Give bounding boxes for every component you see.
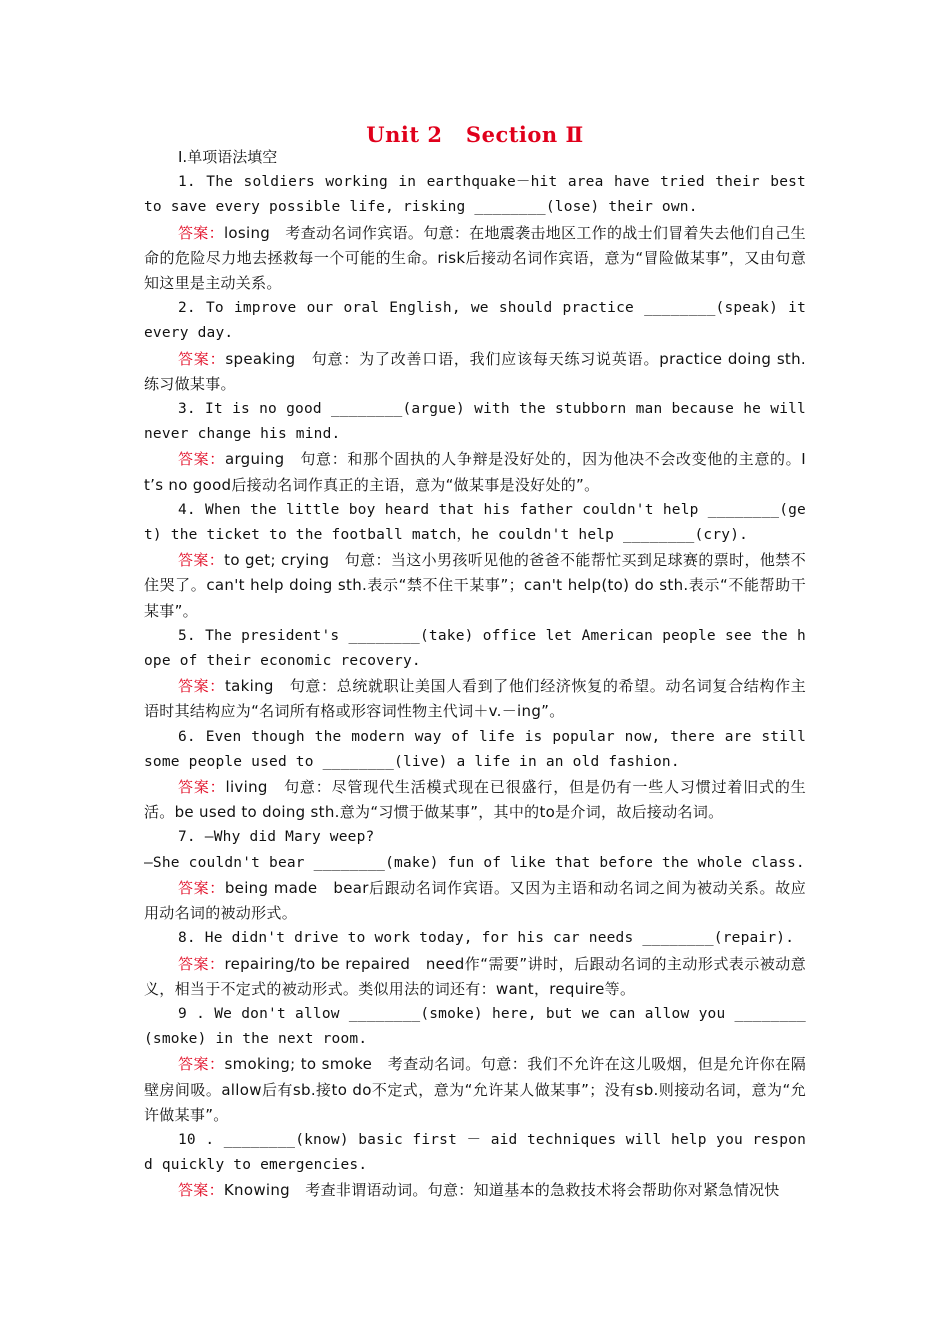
- answer-label: 答案：: [178, 450, 225, 469]
- answer-text: arguing 句意：和那个固执的人争辩是没好处的，因为他决不会改变他的主意的。It’s no good后接动名词作真正的主语，意为“做某事是没好处的”。: [144, 450, 807, 494]
- answer-text: to get; crying 句意：当这小男孩听见他的爸爸不能帮忙买到足球赛的票时，他禁不住哭了。can't help doing sth.表示“禁不住干某事”；can't help(to) do sth.表示“不能帮助干某事”。: [144, 551, 806, 620]
- section-heading: Ⅰ.单项语法填空: [178, 148, 278, 166]
- question-6: 6. Even though the modern way of life is popular now, there are still some people used to ________(live) a life in an old fashion.: [144, 728, 806, 770]
- question-7-reply: —She couldn't bear ________(make) fun of like that before the whole class.: [144, 854, 805, 871]
- page-title: Unit 2 Section Ⅱ: [366, 122, 584, 147]
- question-2: 2. To improve our oral English, we should practice ________(speak) it every day.: [144, 300, 806, 342]
- question-10: 10 . ________(know) basic first － aid techniques will help you respond quickly to emergencies.: [144, 1131, 806, 1174]
- answer-text: being made bear后跟动名词作宾语。又因为主语和动名词之间为被动关系。故应用动名词的被动形式。: [144, 878, 806, 923]
- answer-5: [144, 674, 806, 724]
- answer-3: [144, 447, 806, 497]
- answer-text: living 句意：尽管现代生活模式现在已很盛行，但是仍有一些人习惯过着旧式的生活。be used to doing sth.意为“习惯于做某事”，其中的to是介词，故后接动名词。: [144, 778, 806, 822]
- question-7: 7. —Why did Mary weep?: [178, 829, 375, 846]
- answer-label: 答案：: [178, 223, 224, 242]
- answer-label: 答案：: [178, 878, 225, 897]
- question-8: 8. He didn't drive to work today, for his car needs ________(repair).: [178, 930, 795, 947]
- answer-text: smoking; to smoke 考查动名词。句意：我们不允许在这儿吸烟，但是允许你在隔壁房间吸。allow后有sb.接to do不定式，意为“允许某人做某事”；没有sb.则接动名词，意为“允许做某事”。: [144, 1055, 807, 1124]
- answer-label: 答案：: [178, 677, 225, 696]
- question-1: 1. The soldiers working in earthquake－hit area have tried their best to save every possible life, risking ________(lose) their own.: [144, 174, 806, 216]
- answer-label: 答案：: [178, 349, 226, 368]
- answer-4: [144, 548, 806, 624]
- exercise-content: [144, 145, 806, 1204]
- answer-text: Knowing 考查非谓语动词。句意：知道基本的急救技术将会帮助你对紧急情况快: [223, 1181, 780, 1200]
- answer-2: [144, 347, 806, 397]
- answer-9: [144, 1052, 806, 1128]
- question-9: 9 . We don't allow ________(smoke) here, but we can allow you ________(smoke) in the next room.: [144, 1005, 806, 1048]
- answer-text: taking 句意：总统就职让美国人看到了他们经济恢复的希望。动名词复合结构作主语时其结构应为“名词所有格或形容词性物主代词＋v.－ing”。: [144, 677, 806, 721]
- answer-text: speaking 句意：为了改善口语，我们应该每天练习说英语。practice doing sth.练习做某事。: [144, 349, 806, 393]
- answer-7: [144, 876, 806, 926]
- answer-10: [144, 1178, 806, 1203]
- answer-1: [144, 221, 806, 297]
- answer-6: [144, 775, 806, 825]
- answer-text: repairing/to be repaired need作“需要”讲时，后跟动名词的主动形式表示被动意义，相当于不定式的被动形式。类似用法的词还有：want，require等。: [144, 954, 807, 998]
- question-5: 5. The president's ________(take) office let American people see the hope of their economic recovery.: [144, 627, 806, 670]
- answer-label: 答案：: [178, 778, 226, 797]
- question-3: 3. It is no good ________(argue) with the stubborn man because he willnever change his mind.: [144, 401, 806, 443]
- answer-label: 答案：: [178, 1181, 224, 1200]
- answer-text: losing 考查动名词作宾语。句意：在地震袭击地区工作的战士们冒着失去他们自己生命的危险尽力地去拯救每一个可能的生命。risk后接动名词作宾语，意为“冒险做某事”，又由句意知这里是主动关系。: [144, 223, 806, 293]
- answer-label: 答案：: [178, 1055, 225, 1074]
- answer-label: 答案：: [178, 954, 225, 973]
- question-4: 4. When the little boy heard that his father couldn't help ________(get) the ticket to the football match，he couldn't help ________(cry).: [144, 501, 806, 544]
- answer-8: [144, 952, 806, 1002]
- answer-label: 答案：: [178, 551, 225, 570]
